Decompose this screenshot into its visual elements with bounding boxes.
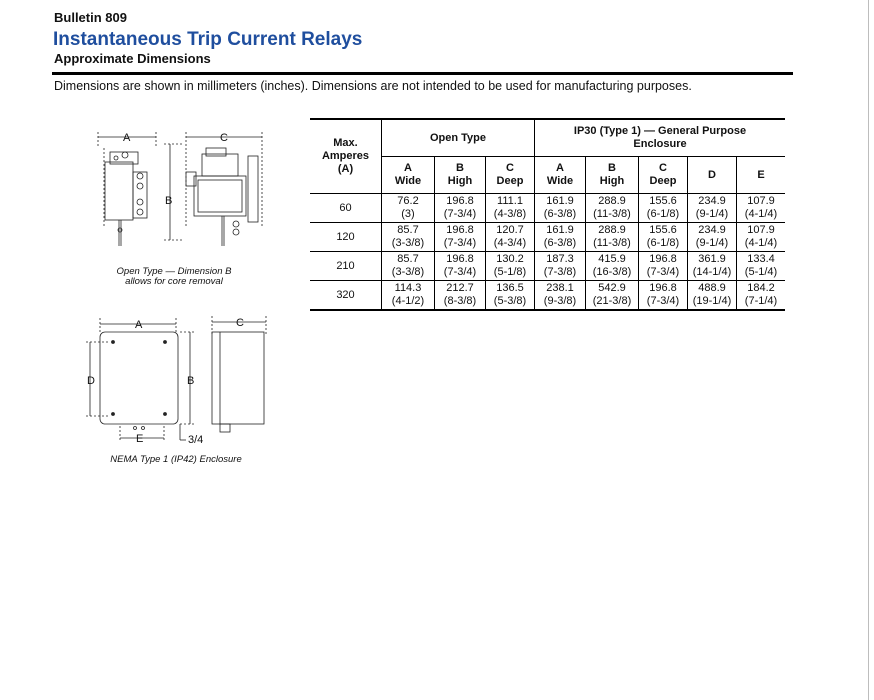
dimension-inches: (6-1/8) bbox=[646, 237, 680, 249]
nema-dim-c-label: C bbox=[236, 317, 244, 329]
max-amperes-line2: Amperes bbox=[321, 150, 370, 162]
dimension-mm: 196.8 bbox=[446, 224, 474, 236]
dimension-mm: 161.9 bbox=[546, 224, 574, 236]
ip30-header-line2: Enclosure bbox=[633, 138, 687, 150]
dimension-mm: 120.7 bbox=[496, 224, 524, 236]
dimension-mm: 155.6 bbox=[649, 195, 677, 207]
dimension-inches: (7-3/4) bbox=[443, 266, 477, 278]
open-dim-a-label: A bbox=[123, 132, 131, 144]
dimension-mm: 234.9 bbox=[698, 224, 726, 236]
dimension-cell bbox=[737, 281, 786, 311]
nema-dim-e-label: E bbox=[136, 433, 144, 445]
dimension-inches: (4-3/4) bbox=[493, 237, 527, 249]
dimension-cell bbox=[435, 281, 486, 311]
dimension-inches: (11-3/8) bbox=[593, 237, 631, 249]
dimension-mm: 361.9 bbox=[698, 253, 726, 265]
dimension-inches: (5-1/8) bbox=[493, 266, 527, 278]
dimension-cell bbox=[382, 223, 435, 252]
dimension-inches: (7-3/4) bbox=[443, 237, 477, 249]
max-amperes-header bbox=[310, 119, 382, 194]
dimension-cell bbox=[639, 223, 688, 252]
dimension-cell bbox=[586, 252, 639, 281]
dimension-cell bbox=[435, 223, 486, 252]
dimension-cell bbox=[535, 281, 586, 311]
dimension-inches: (3-3/8) bbox=[391, 237, 425, 249]
dimension-inches: (4-3/8) bbox=[493, 208, 527, 220]
dimensions-table bbox=[310, 118, 785, 311]
nema-dim-d-label: D bbox=[87, 375, 95, 387]
dimension-inches: (3) bbox=[401, 208, 415, 220]
dimension-mm: 184.2 bbox=[747, 282, 775, 294]
dimension-cell bbox=[435, 252, 486, 281]
dimension-mm: 136.5 bbox=[496, 282, 524, 294]
dimension-inches: (16-3/8) bbox=[592, 266, 632, 278]
col-enc-c-deep: C Deep bbox=[639, 157, 688, 194]
open-dim-b-label: B bbox=[165, 195, 173, 207]
page-subtitle: Approximate Dimensions bbox=[54, 51, 211, 66]
dimensions-note: Dimensions are shown in millimeters (inches). Dimensions are not intended to be used for manufacturing purposes. bbox=[54, 79, 692, 93]
dimension-cell bbox=[639, 194, 688, 223]
col-enc-d: D bbox=[688, 157, 737, 194]
dimension-cell bbox=[737, 223, 786, 252]
dimension-mm: 196.8 bbox=[649, 282, 677, 294]
dimension-cell bbox=[737, 252, 786, 281]
dimension-mm: 107.9 bbox=[747, 195, 775, 207]
ip30-header bbox=[535, 119, 786, 157]
dimension-mm: 288.9 bbox=[598, 224, 626, 236]
dimension-cell bbox=[586, 194, 639, 223]
dimension-mm: 155.6 bbox=[649, 224, 677, 236]
dimension-inches: (5-1/4) bbox=[744, 266, 778, 278]
col-open-a-wide: A Wide bbox=[382, 157, 435, 194]
max-amperes-cell: 60 bbox=[310, 194, 382, 223]
dimension-cell bbox=[688, 281, 737, 311]
header-divider bbox=[52, 72, 793, 75]
nema-caption: NEMA Type 1 (IP42) Enclosure bbox=[110, 454, 242, 465]
dimension-inches: (21-3/8) bbox=[592, 295, 632, 307]
dimension-cell bbox=[688, 194, 737, 223]
dimension-inches: (7-3/4) bbox=[646, 266, 680, 278]
dimension-mm: 76.2 bbox=[397, 195, 419, 207]
table-row bbox=[310, 252, 785, 281]
dimension-cell bbox=[737, 194, 786, 223]
dimension-inches: (7-3/4) bbox=[443, 208, 477, 220]
open-dim-c-label: C bbox=[220, 132, 228, 144]
dimension-mm: 133.4 bbox=[747, 253, 775, 265]
dimension-mm: 107.9 bbox=[747, 224, 775, 236]
dimension-cell bbox=[535, 194, 586, 223]
nema-dim-a-label: A bbox=[135, 319, 143, 331]
max-amperes-cell: 320 bbox=[310, 281, 382, 311]
dimension-inches: (14-1/4) bbox=[692, 266, 732, 278]
col-open-b-high: B High bbox=[435, 157, 486, 194]
open-type-caption-line1: Open Type — Dimension B bbox=[116, 266, 232, 277]
col-open-c-deep: C Deep bbox=[486, 157, 535, 194]
dimension-cell bbox=[535, 223, 586, 252]
dimensions-table-body bbox=[310, 194, 785, 311]
max-amperes-cell: 120 bbox=[310, 223, 382, 252]
dimension-mm: 196.8 bbox=[446, 195, 474, 207]
dimension-mm: 111.1 bbox=[497, 195, 523, 207]
open-type-diagram bbox=[90, 128, 270, 268]
dimension-cell bbox=[382, 281, 435, 311]
dimension-cell bbox=[382, 252, 435, 281]
col-enc-e: E bbox=[737, 157, 786, 194]
dimension-inches: (8-3/8) bbox=[443, 295, 477, 307]
dimension-cell bbox=[486, 194, 535, 223]
bulletin-label: Bulletin 809 bbox=[54, 10, 127, 25]
table-row bbox=[310, 281, 785, 311]
dimension-cell bbox=[382, 194, 435, 223]
dimension-cell bbox=[486, 281, 535, 311]
dimension-inches: (6-3/8) bbox=[543, 208, 577, 220]
table-row bbox=[310, 223, 785, 252]
dimension-cell bbox=[639, 252, 688, 281]
table-header-row-2 bbox=[310, 157, 785, 194]
table-row bbox=[310, 194, 785, 223]
dimension-inches: (5-3/8) bbox=[493, 295, 527, 307]
dimension-mm: 234.9 bbox=[698, 195, 726, 207]
dimension-inches: (4-1/4) bbox=[744, 208, 778, 220]
max-amperes-line3: (A) bbox=[337, 163, 354, 175]
dimension-mm: 85.7 bbox=[397, 253, 419, 265]
dimension-inches: (9-3/8) bbox=[543, 295, 577, 307]
dimension-mm: 161.9 bbox=[546, 195, 574, 207]
max-amperes-line1: Max. bbox=[333, 137, 358, 149]
dimension-inches: (6-1/8) bbox=[646, 208, 680, 220]
dimension-cell bbox=[688, 223, 737, 252]
dimension-inches: (9-1/4) bbox=[695, 237, 729, 249]
dimension-cell bbox=[486, 252, 535, 281]
dimension-cell bbox=[688, 252, 737, 281]
dimension-mm: 187.3 bbox=[546, 253, 574, 265]
dimension-mm: 196.8 bbox=[446, 253, 474, 265]
dimension-inches: (7-3/8) bbox=[543, 266, 577, 278]
dimension-mm: 415.9 bbox=[598, 253, 626, 265]
col-enc-b-high: B High bbox=[586, 157, 639, 194]
open-type-caption bbox=[104, 267, 244, 287]
nema-dim-34-label: 3/4 bbox=[188, 434, 204, 446]
dimension-inches: (19-1/4) bbox=[692, 295, 732, 307]
open-type-header: Open Type bbox=[382, 119, 535, 157]
dimension-inches: (9-1/4) bbox=[695, 208, 729, 220]
nema-enclosure-diagram bbox=[80, 312, 270, 452]
dimension-mm: 542.9 bbox=[598, 282, 626, 294]
dimension-mm: 196.8 bbox=[649, 253, 677, 265]
table-header-row-1 bbox=[310, 119, 785, 157]
nema-dim-b-label: B bbox=[187, 375, 195, 387]
dimension-cell bbox=[586, 281, 639, 311]
dimension-cell bbox=[535, 252, 586, 281]
dimension-inches: (7-1/4) bbox=[744, 295, 778, 307]
dimension-inches: (6-3/8) bbox=[543, 237, 577, 249]
dimension-inches: (4-1/2) bbox=[391, 295, 425, 307]
dimension-inches: (7-3/4) bbox=[646, 295, 680, 307]
dimension-inches: (11-3/8) bbox=[593, 208, 631, 220]
dimension-mm: 114.3 bbox=[394, 282, 422, 294]
col-enc-a-wide: A Wide bbox=[535, 157, 586, 194]
dimension-cell bbox=[435, 194, 486, 223]
dimension-inches: (4-1/4) bbox=[744, 237, 778, 249]
dimension-mm: 85.7 bbox=[397, 224, 419, 236]
dimension-inches: (3-3/8) bbox=[391, 266, 425, 278]
max-amperes-cell: 210 bbox=[310, 252, 382, 281]
ip30-header-line1: IP30 (Type 1) — General Purpose bbox=[573, 125, 747, 137]
dimension-mm: 488.9 bbox=[698, 282, 726, 294]
page-title: Instantaneous Trip Current Relays bbox=[53, 29, 363, 50]
dimension-mm: 238.1 bbox=[546, 282, 574, 294]
open-type-caption-line2: allows for core removal bbox=[125, 276, 223, 287]
dimension-mm: 288.9 bbox=[598, 195, 626, 207]
dimension-mm: 130.2 bbox=[496, 253, 524, 265]
dimension-cell bbox=[639, 281, 688, 311]
dimension-mm: 212.7 bbox=[446, 282, 474, 294]
dimension-cell bbox=[586, 223, 639, 252]
page-edge-rule bbox=[868, 0, 869, 700]
dimension-cell bbox=[486, 223, 535, 252]
